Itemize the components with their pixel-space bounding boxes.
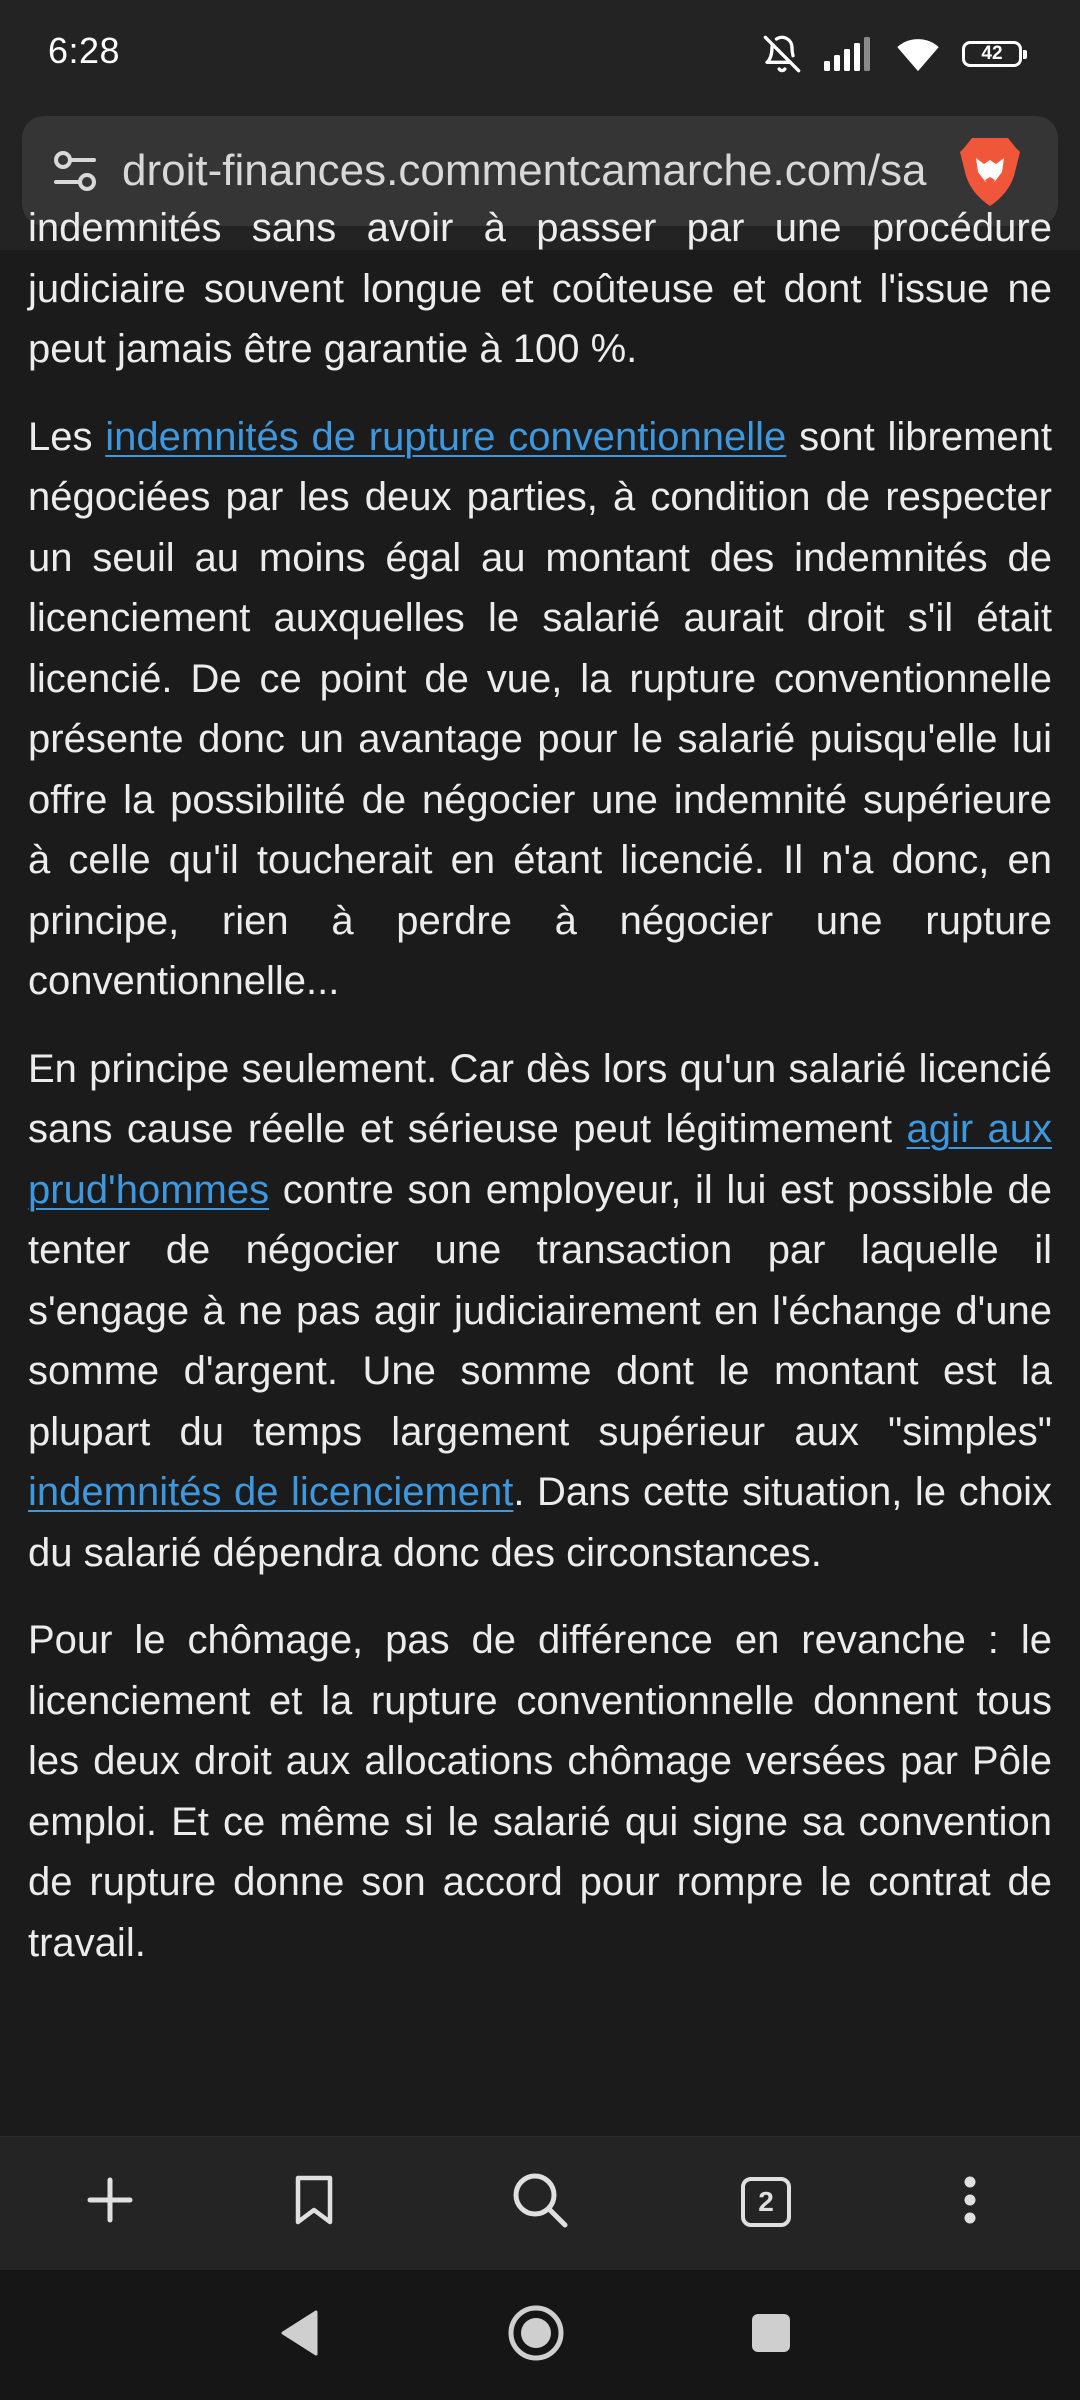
link-indemnites-rupture-conventionnelle[interactable]: indemnités de rupture conventionnelle	[105, 414, 787, 459]
article-body	[28, 198, 1052, 2000]
signal-icon	[824, 37, 874, 71]
battery-icon	[962, 41, 1022, 67]
more-menu-button[interactable]	[930, 2162, 1010, 2242]
home-icon	[507, 2304, 565, 2367]
bookmark-button[interactable]	[274, 2162, 354, 2242]
back-icon	[280, 2310, 320, 2361]
recents-icon	[751, 2313, 791, 2358]
tab-switcher-icon	[741, 2177, 791, 2227]
url-text[interactable]: droit-finances.commentcamarche.com/sa	[122, 146, 927, 195]
more-menu-icon	[963, 2175, 977, 2230]
article-paragraph: indemnités sans avoir à passer par une procédure judiciaire souvent longue et coûteuse et dont l'issue ne peut jamais être garantie à 100 %.	[28, 206, 1052, 371]
article-paragraph: Les indemnités de rupture conventionnelle sont librement négociées par les deux parties, à condition de respecter un seuil au moins égal au montant des indemnités de licenciement auxquelles le salarié aurait droit s'il était licencié. De ce point de vue, la rupture conventionnelle présente donc un avantage pour le salarié puisqu'elle lui offre la possibilité de négocier une indemnité supérieure à celle qu'il toucherait en étant licencié. Il n'a donc, en principe, rien à perdre à négocier une rupture conventionnelle...	[28, 414, 1053, 1003]
search-icon	[511, 2171, 569, 2234]
status-bar	[0, 0, 1080, 110]
home-button[interactable]	[501, 2300, 571, 2370]
new-tab-icon	[86, 2176, 134, 2229]
status-time: 6:28	[48, 30, 121, 71]
tab-switcher-button[interactable]	[726, 2162, 806, 2242]
back-button[interactable]	[265, 2300, 335, 2370]
recents-button[interactable]	[736, 2300, 806, 2370]
search-button[interactable]	[500, 2162, 580, 2242]
link-agir-aux-prudhommes[interactable]: agir aux prud'hommes	[28, 1107, 1052, 1212]
system-navigation-bar	[0, 2270, 1080, 2400]
bookmark-icon	[294, 2174, 334, 2231]
tab-count: 2	[758, 2186, 774, 2217]
wifi-icon	[896, 36, 940, 72]
tune-icon[interactable]	[52, 149, 98, 193]
article-paragraph: Pour le chômage, pas de différence en revanche : le licenciement et la rupture conventionnelle donnent tous les deux droit aux allocations chômage versées par Pôle emploi. Et ce même si le salarié qui signe sa convention de rupture donne son accord pour rompre le contrat de travail.	[28, 1618, 1052, 1965]
article-paragraph: En principe seulement. Car dès lors qu'un salarié licencié sans cause réelle et sérieuse peut légitimement agir aux prud'hommes contre son employeur, il lui est possible de tenter de négocier une transaction par laquelle il s'engage à ne pas agir judiciairement en l'échange d'une somme d'argent. Une somme dont le montant est la plupart du temps largement supérieur aux "simples" indemnités de licenciement. Dans cette situation, le choix du salarié dépendra donc des circonstances.	[28, 1046, 1052, 1575]
status-icons	[762, 32, 1022, 76]
bell-off-icon	[762, 34, 802, 74]
link-indemnites-de-licenciement[interactable]: indemnités de licenciement	[28, 1470, 514, 1514]
battery-level: 42	[981, 43, 1003, 64]
web-content[interactable]	[0, 206, 1080, 2136]
browser-bottom-toolbar	[0, 2136, 1080, 2271]
new-tab-button[interactable]	[70, 2162, 150, 2242]
